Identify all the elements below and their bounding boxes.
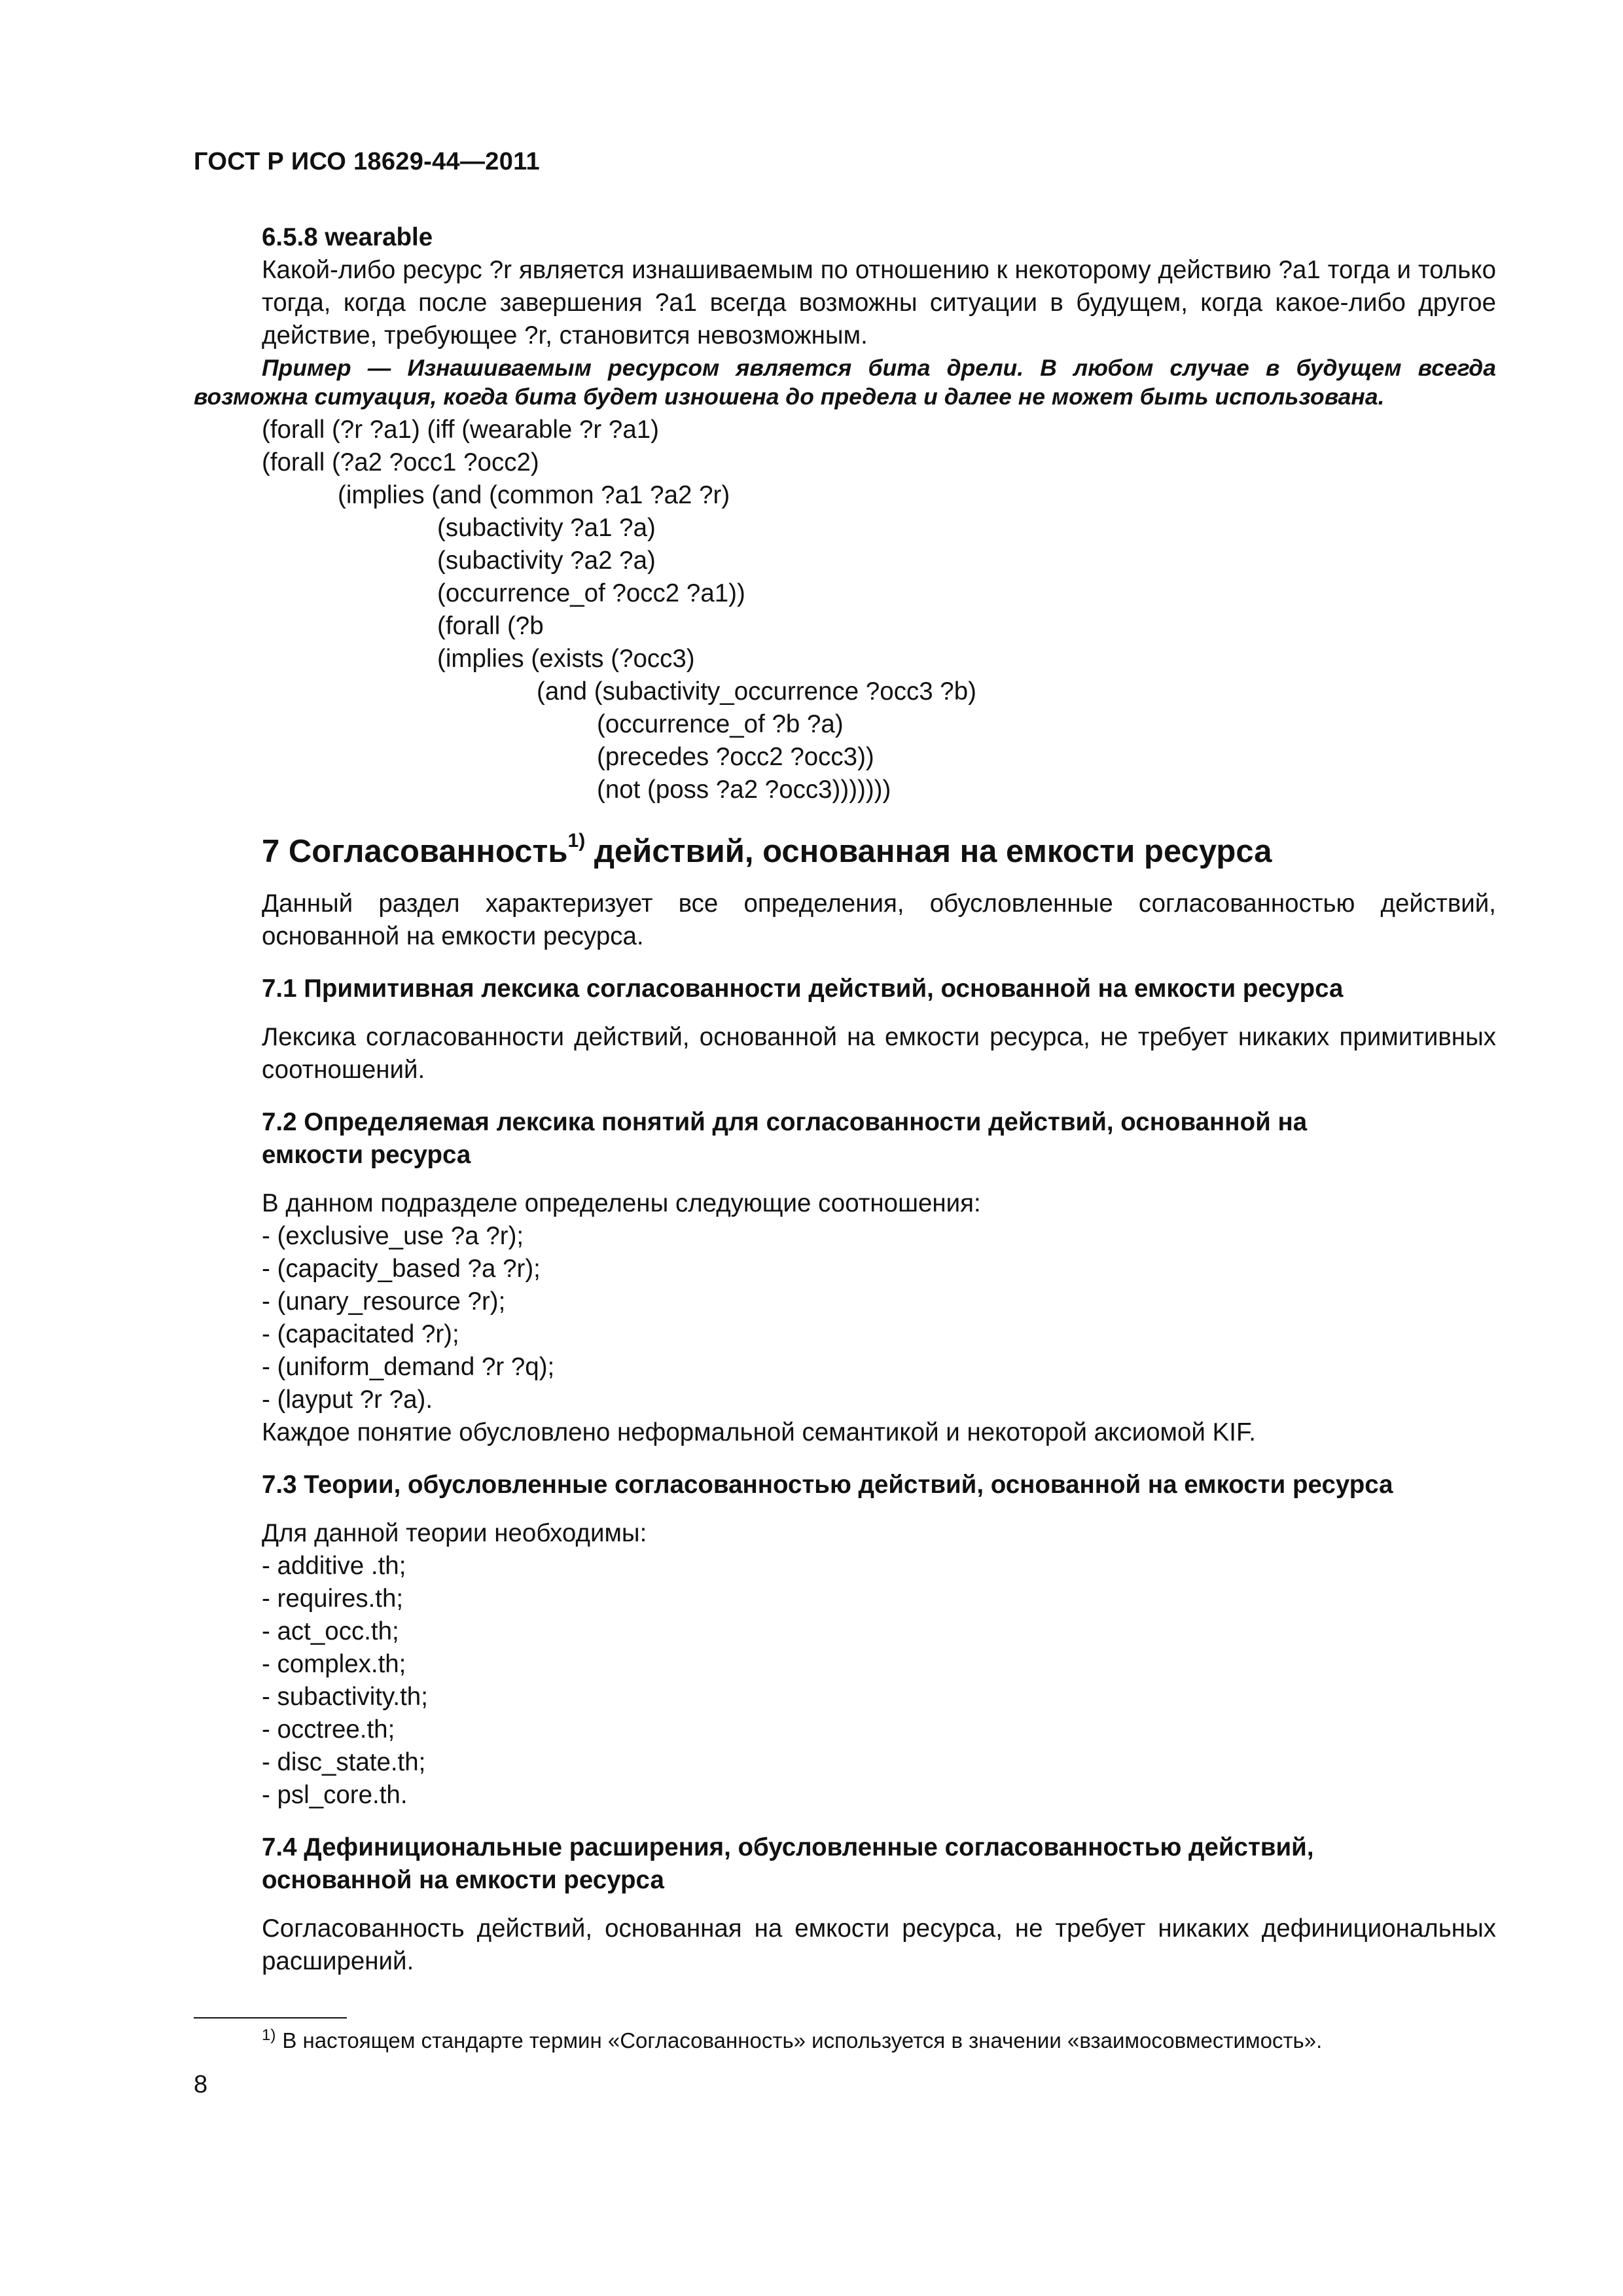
- example-note: [194, 353, 1496, 411]
- axiom-line: (implies (and (common ?a1 ?a2 ?r): [338, 481, 730, 509]
- section-7-3-list: [194, 1517, 1496, 1812]
- section-7-2-list: [194, 1187, 1496, 1449]
- footnote-text: В настоящем стандарте термин «Согласованность» используется в значении «взаимосовместимость».: [282, 2028, 1323, 2053]
- section-7-heading-text-rest: действий, основанная на емкости ресурса: [585, 834, 1272, 869]
- section-7-2-heading: [194, 1106, 1496, 1172]
- footnote-ref[interactable]: 1): [567, 829, 586, 852]
- axiom-line: (subactivity ?a1 ?a): [437, 514, 656, 542]
- axiom-line: (precedes ?occ2 ?occ3)): [597, 743, 874, 771]
- section-7-heading-text: 7 Согласованность: [262, 834, 568, 869]
- list-item: - requires.th;: [262, 1585, 404, 1613]
- list-item: - disc_state.th;: [262, 1748, 426, 1776]
- list-item: - act_occ.th;: [262, 1617, 399, 1645]
- list-closing: Каждое понятие обусловлено неформальной семантикой и некоторой аксиомой KIF.: [262, 1418, 1256, 1446]
- footnote-marker: 1): [262, 2026, 276, 2044]
- axiom-line: (occurrence_of ?b ?a): [597, 710, 844, 738]
- axiom-line: (and (subactivity_occurrence ?occ3 ?b): [537, 677, 976, 706]
- list-item: - complex.th;: [262, 1650, 406, 1678]
- section-7-paragraph: Данный раздел характеризует все определения, обусловленные согласованностью действий, основанной на емкости ресурса.: [262, 889, 1496, 950]
- axiom-line: (not (poss ?a2 ?occ3))))))): [597, 776, 891, 804]
- axiom-line: (forall (?r ?a1) (iff (wearable ?r ?a1): [262, 416, 659, 444]
- list-item: - (capacitated ?r);: [262, 1320, 459, 1348]
- standard-header: ГОСТ Р ИСО 18629-44—2011: [194, 148, 540, 175]
- axiom-line: (implies (exists (?occ3): [437, 645, 695, 673]
- list-item: - (exclusive_use ?a ?r);: [262, 1222, 524, 1250]
- section-6-5-8-heading: 6.5.8 wearable: [262, 223, 433, 251]
- section-6-5-8-paragraph: Какой-либо ресурс ?r является изнашиваемым по отношению к некоторому действию ?a1 тогда и только тогда, когда после завершения ?a1 всегда возможны ситуации в будущем, когда какое-либо другое действие, требующее ?r, становится невозможным.: [262, 256, 1496, 350]
- list-intro: Для данной теории необходимы:: [262, 1519, 647, 1547]
- axiom-line: (forall (?b: [437, 612, 544, 640]
- wearable-axiom: [194, 414, 1496, 806]
- list-item: - additive .th;: [262, 1552, 406, 1580]
- page-number: 8: [194, 2071, 208, 2098]
- footnote-divider: [194, 2017, 347, 2018]
- section-7-1-paragraph: Лексика согласованности действий, основанной на емкости ресурса, не требует никаких примитивных соотношений.: [262, 1023, 1496, 1084]
- section-7-4-heading-line: 7.4 Дефинициональные расширения, обусловленные согласованностью действий,: [262, 1833, 1314, 1861]
- section-7-1-heading: 7.1 Примитивная лексика согласованности действий, основанной на емкости ресурса: [262, 975, 1344, 1003]
- list-item: - (unary_resource ?r);: [262, 1287, 506, 1316]
- axiom-line: (forall (?a2 ?occ1 ?occ2): [262, 448, 539, 476]
- footnote: [262, 2026, 1322, 2055]
- section-7-4-paragraph: Согласованность действий, основанная на емкости ресурса, не требует никаких дефинициональных расширений.: [262, 1914, 1496, 1975]
- list-intro: В данном подразделе определены следующие соотношения:: [262, 1189, 981, 1217]
- section-7-2-heading-line: емкости ресурса: [262, 1141, 471, 1169]
- example-note-text: Пример — Изнашиваемым ресурсом является бита дрели. В любом случае в будущем всегда возможна ситуация, когда бита будет изношена до предела и далее не может быть использована.: [194, 355, 1496, 410]
- section-7-3-heading: 7.3 Теории, обусловленные согласованностью действий, основанной на емкости ресурса: [262, 1471, 1393, 1499]
- axiom-line: (subactivity ?a2 ?a): [437, 547, 656, 575]
- list-item: - subactivity.th;: [262, 1683, 428, 1711]
- section-7-heading: [194, 831, 1496, 872]
- section-7-2-heading-line: 7.2 Определяемая лексика понятий для согласованности действий, основанной на: [262, 1108, 1308, 1136]
- list-item: - psl_core.th.: [262, 1781, 408, 1809]
- section-7-4-heading: [194, 1831, 1496, 1897]
- list-item: - (capacity_based ?a ?r);: [262, 1255, 541, 1283]
- axiom-line: (occurrence_of ?occ2 ?a1)): [437, 579, 745, 607]
- list-item: - (uniform_demand ?r ?q);: [262, 1353, 555, 1381]
- page-content: [194, 221, 1496, 1978]
- list-item: - occtree.th;: [262, 1715, 395, 1744]
- section-7-4-heading-line: основанной на емкости ресурса: [262, 1866, 664, 1894]
- list-item: - (layput ?r ?a).: [262, 1386, 433, 1414]
